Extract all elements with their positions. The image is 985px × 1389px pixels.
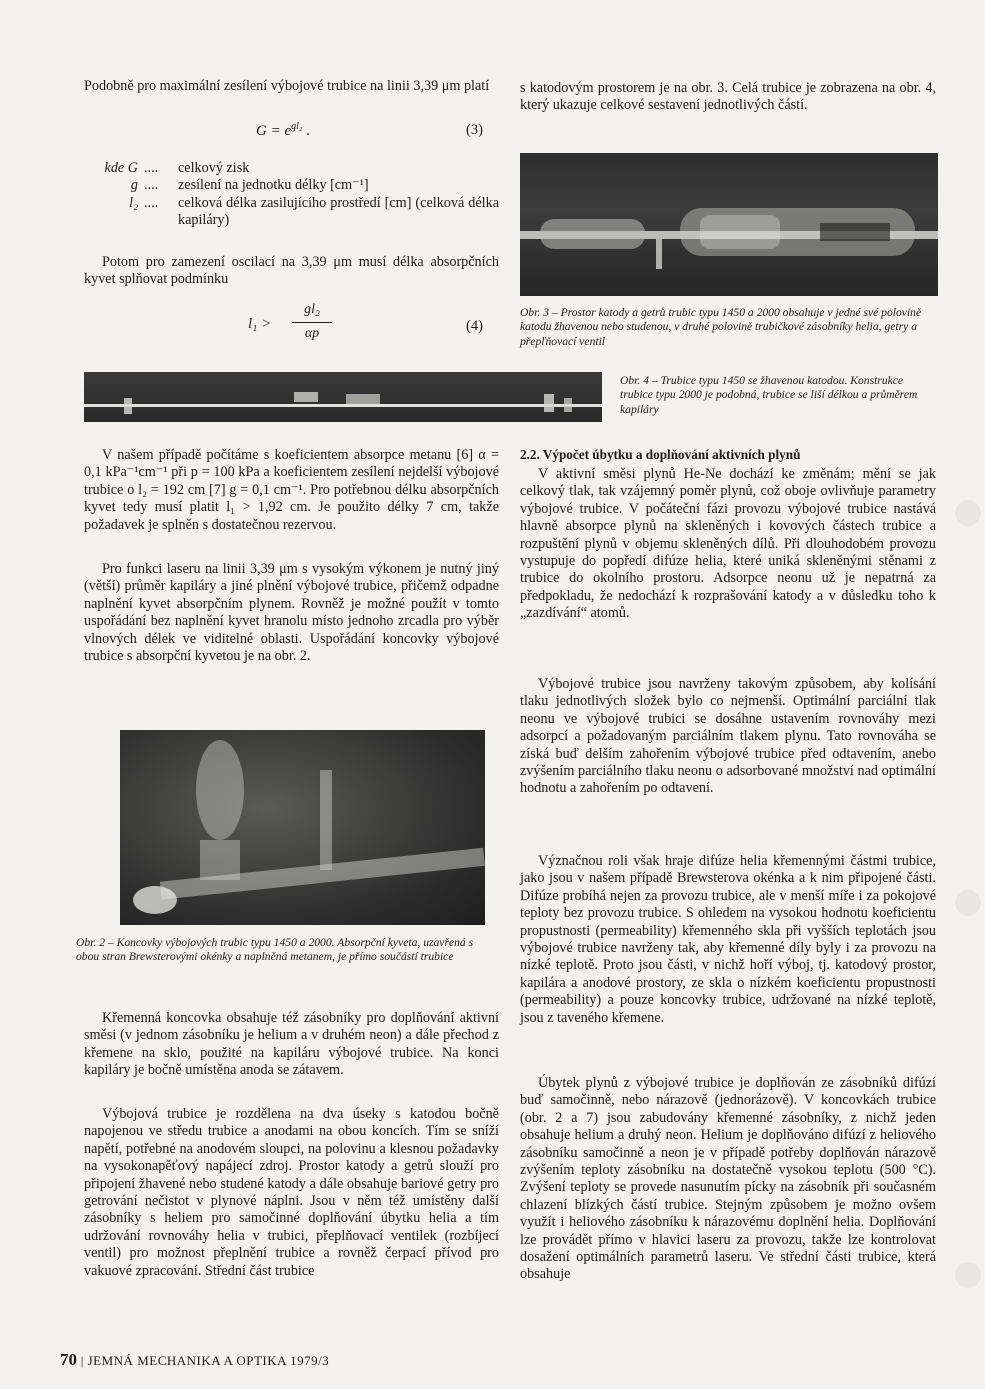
page-number: 70 <box>60 1350 77 1369</box>
gas-changes-paragraph: V aktivní směsi plynů He-Ne dochází ke změnám; mění se jak celkový tlak, tak vzájemný poměr plynů, což oboje ovlivňuje parametry výbojové trubice. V počáteční fázi provozu výbojové trubice nastává hlavně absorpce plynů na skleněných i kovových částech trubice a rozpuštění plynů v objemu skleněných dílů. Při dlouhodobém provozu vystupuje do popředí difúze helia, které uniká skleněnými stěnami z trubice do okolního prostoru. Adsorpce neonu už je nepatrná za předpokladu, že nedochází k rozprašování katody a v důsledku toho k „zazdívání“ atomů. <box>520 466 936 622</box>
definition-row: l₂ .... celková délka zasilujícího prostředí [cm] (celková délka kapiláry) <box>129 194 499 229</box>
helium-diffusion-paragraph: Význačnou roli však hraje difúze helia křemennými částmi trubice, jako jsou v našem případě Brewsterova okénka a k nim připojené části. Difúze probíhá nejen za provozu trubice, ale v menší míře i za pokojové teploty bez provozu trubice. S ohledem na vysokou hodnotu koeficientu propustnosti (permeability) křemenného skla při vyšších teplotách jsou výbojové trubice navrženy tak, aby křemenné díly byly i za provozu na nízké teplotě. Proto jsou části, v nichž hoří výboj, tj. katodový prostor, kapilára a anodové prostory, ze skla o nízkém koeficientu propustnosti (permeability) a pouze koncovky trubice, udržované na nízké teplotě, jsou z taveného křemene. <box>520 853 936 1026</box>
figure-3-caption: Obr. 3 – Prostor katody a getrů trubic typu 1450 a 2000 obsahuje v jedné své polovině katodu žhavenou nebo studenou, v druhé polovině trubičkové zásobníky helia, getry a přepľňovací ventil <box>520 306 922 348</box>
definition-row: kde G .... celkový zisk <box>104 160 250 176</box>
figure-2-caption: Obr. 2 – Koncovky výbojových trubic typu 1450 a 2000. Absorpční kyveta, uzavřená s obou stran Brewsterovými okénky a naplněná metanem, je přímo součástí trubice <box>76 936 474 964</box>
figure-4-photo <box>84 372 602 422</box>
tube-structure-paragraph: Výbojová trubice je rozdělena na dva úseky s katodou bočně napojenou ve středu trubice a anodami na obou koncích. Tím se sníží napětí, potřebné na anodovém sloupci, na polovinu a klesnou požadavky na vysokonapěťový napájecí zdroj. Prostor katody a getrů slouží pro připojení žhavené nebo studené katody a dále obsahuje bariové getry pro getrování nečistot v plynové náplni. Jsou v něm též umístěny další zásobníky s heliem pro samočinné doplňování úbytku helia a tím udržování rovnováhy helia v trubici, přeplňovací ventilek (rozbíjecí ventil) pro možnost přeplnění trubice a rovněž čerpací přívod pro vakuové zpracování. Střední část trubice <box>84 1106 499 1279</box>
equation-3: $G = e^{gl_2}$ . <box>256 121 310 139</box>
figure-2-photo <box>120 730 485 925</box>
gas-refill-paragraph: Úbytek plynů z výbojové trubice je doplňován ze zásobníků difúzí buď samočinně, nebo nárazově (jednorázově). V koncovkách trubice (obr. 2 a 7) jsou zabudovány křemenné zásobníky, z nichž jeden obsahuje helium a druhý neon. Helium je doplňováno difúzí z heliového zásobníku samočinně a neon je v případě potřeby doplňován nárazově zvýšením teploty zásobníku na dostatečně vysokou teplotu (500 °C). Zvýšení teploty se provede nasunutím pícky na zásobník při současném chlazení blízkých částí trubice. Stejným způsobem je možno ovšem využít i heliového zásobníku k nárazovému doplnění helia. Doplňování lze provádět přímo v hlavici laseru za provozu, takže lze kontrolovat dosažení optimálních parametrů laseru. Ve střední části trubice, která obsahuje <box>520 1075 936 1283</box>
full-tube-illustration <box>84 372 602 422</box>
figure-4-caption: Obr. 4 – Trubice typu 1450 se žhavenou katodou. Konstrukce trubice typu 2000 je podobná, trubice se liší délkou a průměrem kapiláry <box>620 374 918 416</box>
equation-4-denominator: αp <box>304 326 320 341</box>
equation-3-number: (3) <box>466 122 483 138</box>
absorption-paragraph: V našem případě počítáme s koeficientem absorpce metanu [6] α = 0,1 kPa⁻¹cm⁻¹ při p = 100 kPa a koeficientem zesílení nejdelší výbojové trubice o l₂ = 192 cm [7] g = 0,1 cm⁻¹. Pro potřebnou délku absorpčních kyvet tedy musí platit l₁ > 1,92 cm. Je použito délky 7 cm, takže požadavek je splněn s dostatečnou rezervou. <box>84 447 499 533</box>
quartz-end-paragraph: Křemenná koncovka obsahuje též zásobníky pro doplňování aktivní směsi (v jednom zásobníku je helium a v druhém neon) a dále přechod z křemene na sklo, použité na kapiláru výbojové trubice. Na konci kapiláry je bočně umístěna anoda se zátavem. <box>84 1010 499 1079</box>
cathode-tube-illustration <box>520 153 938 296</box>
symbol-definitions <box>84 160 499 230</box>
equation-4-numerator: gl₂ <box>304 302 320 317</box>
intro-paragraph: Podobně pro maximální zesílení výbojové trubice na linii 3,39 μm platí <box>84 78 490 94</box>
journal-name: JEMNÁ MECHANIKA A OPTIKA 1979/3 <box>87 1353 330 1368</box>
right-intro-paragraph: s katodovým prostorem je na obr. 3. Celá trubice je zobrazena na obr. 4, který ukazuje celkové sestavení jednotlivých částí. <box>520 80 936 114</box>
footer-separator: | <box>80 1353 84 1368</box>
section-heading: 2.2. Výpočet úbytku a doplňování aktivních plynů <box>520 447 801 462</box>
figure-3-photo <box>520 153 938 296</box>
laser-function-paragraph: Pro funkci laseru na linii 3,39 μm s vysokým výkonem je nutný jiný (větší) průměr kapiláry a jiné plnění výbojové trubice, přičemž odpadne naplnění kyvet absorpčním plynem. Rovněž je možné použít v tomto uspořádání bez naplnění kyvet hranolu místo jednoho zrcadla pro výběr vlnových délek ve viditelné oblasti. Uspořádání koncovky výbojové trubice s absorpční kyvetou je na obr. 2. <box>84 561 499 665</box>
tube-end-illustration <box>120 730 485 925</box>
definition-row: g .... zesílení na jednotku délky [cm⁻¹] <box>130 177 369 194</box>
binder-hole <box>955 890 981 916</box>
binder-hole <box>955 1262 981 1288</box>
binder-hole <box>955 500 981 526</box>
page-footer <box>60 1350 329 1370</box>
fraction-bar <box>292 322 332 323</box>
equation-4-number: (4) <box>466 318 483 334</box>
equation-4-lhs: l₁ > <box>248 316 272 332</box>
condition-paragraph: Potom pro zamezení oscilací na 3,39 μm musí délka absorpčních kyvet splňovat podmínku <box>84 254 499 288</box>
pressure-balance-paragraph: Výbojové trubice jsou navrženy takovým způsobem, aby kolísání tlaku jednotlivých složek bylo co nejmenší. Optimální parciální tlak neonu ve výbojové trubici se dosáhne ustavením rovnováhy mezi adsorpcí a požadovaným parciálním tlakem plynu. Tato rovnováha se získá buď delším zahořením výbojové trubice před odtavením, anebo zvýšením parciálního tlaku neonu o adsorbované množství nad optimální hodnotu a zahořením po odtavení. <box>520 676 936 797</box>
